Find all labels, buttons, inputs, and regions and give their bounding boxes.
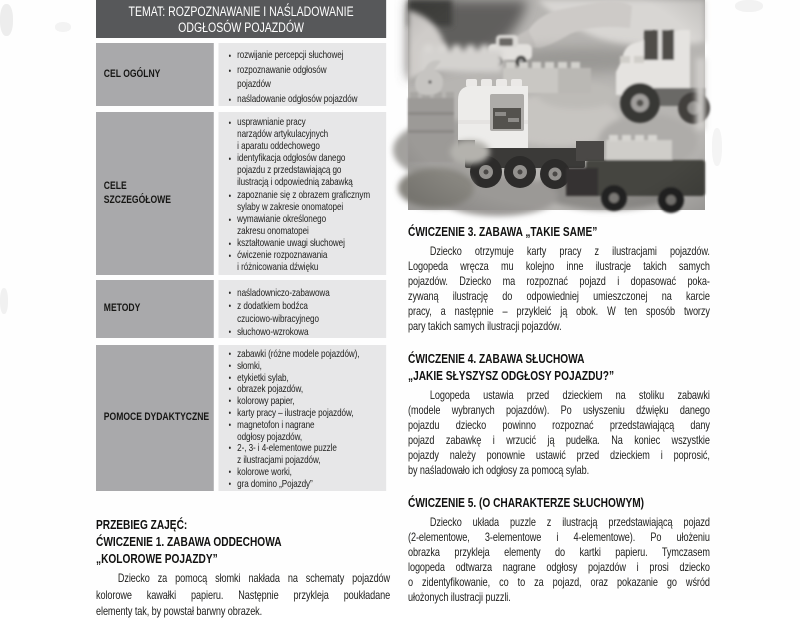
bullet-item: • etykietki sylab, (237, 373, 380, 385)
bullet-item: • kolorowy papier, (237, 396, 380, 408)
row-label-pomoce-dydaktyczne: POMOCE DYDAKTYCZNE (96, 345, 214, 491)
toy-brick-vehicles-photo (408, 0, 705, 210)
table-header-topic (96, 0, 386, 38)
scan-artifact (712, 128, 722, 166)
procedure-heading (96, 516, 390, 567)
exercise-1-paragraph-line: kolorowe kawałki papieru. Następnie przykleja poukładane (96, 588, 391, 602)
row-label-cele-szczegolowe: CELE SZCZEGÓŁOWE (96, 112, 214, 275)
exercise-3-paragraph-line: pojazdów. Dziecko ma rozpoznać pojazd i dopasować poka- (408, 275, 710, 288)
exercise-5-paragraph-line: obrazka przykleja elementy do kartki papieru. Tymczasem (408, 546, 710, 559)
bullet-item: • kształtowanie uwagi słuchowej (237, 238, 380, 250)
row-content-pomoce-dydaktyczne (218, 345, 386, 491)
exercise-5-paragraph-line: o zidentyfikowanie, co to za pojazd, oraz pokazanie go wśród (408, 576, 710, 589)
exercise-4-paragraph-line: by naśladowało ich odgłosy za pomocą sylab. (408, 464, 590, 477)
exercise-4-paragraph-line: pojazd zabawkę i wrzucić ją pudełka. Na koniec wszystkie (408, 434, 710, 447)
bullet-item: • zabawki (różne modele pojazdów), (237, 349, 380, 361)
exercise-5-paragraph (408, 515, 710, 605)
exercise-4-heading (408, 350, 710, 384)
scan-artifact (55, 22, 71, 32)
bullet-item: • słuchowo-wzrokowa (237, 326, 380, 339)
table-header-topic-line: TEMAT: ROZPOZNAWANIE I NAŚLADOWANIE (128, 4, 354, 19)
bullet-item: • z dodatkiem bodźca czuciowo-wibracyjnego (237, 300, 380, 326)
table-row-cele-szczegolowe (96, 112, 386, 275)
bullet-item: • kolorowe worki, (237, 467, 380, 479)
exercise-3-paragraph-line: pracy, a następnie – przykleić ją obok. W ten sposób tworzy (408, 305, 710, 318)
scan-artifact (735, 0, 763, 12)
exercise-3-paragraph-line: Logopeda wręcza mu kolejno inne ilustracje takich samych (408, 260, 710, 273)
lesson-plan-table (96, 0, 386, 491)
exercise-3-paragraph (408, 244, 710, 334)
bullet-item: • wymawianie określonego zakresu onomatopei (237, 214, 380, 238)
bullet-item: • obrazek pojazdów, (237, 384, 380, 396)
row-content-cel-ogolny (218, 43, 386, 106)
exercises-column (408, 223, 710, 621)
exercise-3-heading (408, 223, 710, 240)
exercise-5-paragraph-line: Dziecko układa puzzle z ilustracją przedstawiającą pojazd (429, 516, 710, 529)
row-label-metody: METODY (96, 280, 214, 338)
exercise-5-heading (408, 494, 710, 511)
scan-artifact (0, 288, 8, 314)
exercise-1-paragraph (96, 571, 390, 621)
procedure-heading-line: ĆWICZENIE 1. ZABAWA ODDECHOWA (96, 534, 282, 549)
bullet-item: • rozpoznawanie odgłosów pojazdów (237, 64, 380, 93)
bullet-item: • magnetofon i nagrane odgłosy pojazdów, (237, 420, 380, 444)
table-row-cel-ogolny (96, 43, 386, 106)
table-row-metody (96, 280, 386, 338)
table-row-pomoce-dydaktyczne (96, 345, 386, 491)
exercise-3-heading-line: ĆWICZENIE 3. ZABAWA „TAKIE SAME” (408, 224, 598, 239)
exercise-4-heading-line: ĆWICZENIE 4. ZABAWA SŁUCHOWA (408, 351, 585, 366)
exercise-1-paragraph-line: elementy tak, by powstał barwny obrazek. (96, 605, 263, 618)
row-content-cele-szczegolowe (218, 112, 386, 275)
bullet-item: • 2-, 3- i 4-elementowe puzzle z ilustracjami pojazdów, (237, 443, 380, 467)
row-label-cel-ogolny: CEL OGÓLNY (96, 43, 214, 106)
table-rows (96, 43, 386, 491)
bullet-item: • rozwijanie percepcji słuchowej (237, 49, 380, 64)
exercise-4-paragraph-line: Logopeda ustawia przed dzieckiem na stoliku zabawki (429, 389, 710, 402)
exercise-4-paragraph (408, 388, 710, 478)
bullet-item: • naśladowniczo-zabawowa (237, 287, 380, 300)
exercise-3-paragraph-line: pary takich samych ilustracji pojazdów. (408, 320, 562, 333)
exercise-3-paragraph-line: Dziecko otrzymuje karty pracy z ilustracjami pojazdów. (429, 245, 710, 258)
exercise-4-paragraph-line: pojazdy należy ponownie ustawić przed dzieckiem i poprosić, (408, 449, 710, 462)
bullet-item: • naśladowanie odgłosów pojazdów (237, 93, 380, 108)
exercise-5-paragraph-line: (2-elementowe, 3-elementowe i 4-elementowe). Po ułożeniu (408, 531, 710, 544)
bullet-item: • usprawnianie pracy narządów artykulacyjnych i aparatu oddechowego (237, 117, 380, 153)
bullet-item: • karty pracy – ilustracje pojazdów, (237, 408, 380, 420)
procedure-heading-line: PRZEBIEG ZAJĘĆ: (96, 517, 188, 532)
exercise-4-heading-line: „JAKIE SŁYSZYSZ ODGŁOSY POJAZDU?” (408, 368, 615, 383)
exercise-5-heading-line: ĆWICZENIE 5. (O CHARAKTERZE SŁUCHOWYM) (408, 495, 645, 510)
bullet-item: • zapoznanie się z obrazem graficznym sylaby w zakresie onomatopei (237, 190, 380, 214)
exercise-4-paragraph-line: pojazdu dziecko powinno rozpoznać przedstawiającą dany (408, 419, 710, 432)
bullet-item: • identyfikacja odgłosów danego pojazdu z przedstawiającą go ilustracją i odpowiednią zabawką (237, 153, 380, 189)
scan-artifact (0, 4, 13, 36)
bullet-item: • słomki, (237, 361, 380, 373)
procedure-heading-line: „KOLOROWE POJAZDY” (96, 551, 218, 566)
exercise-3-paragraph-line: zywaną ilustrację do odpowiedniej umieszczonej na karcie (408, 290, 710, 303)
exercise-5-paragraph-line: logopeda odtwarza nagrane odgłosy pojazdów i prosi dziecko (408, 561, 710, 574)
procedure-section (96, 516, 390, 637)
row-content-metody (218, 280, 386, 338)
exercise-5-paragraph-line: ułożonych ilustracji puzzli. (408, 591, 511, 604)
table-header-topic-line: ODGŁOSÓW POJAZDÓW (178, 20, 304, 35)
exercise-1-paragraph-line: Dziecko za pomocą słomki nakłada na schematy pojazdów (117, 572, 391, 585)
bullet-item: • ćwiczenie rozpoznawania i różnicowania dźwięku (237, 250, 380, 274)
exercise-4-paragraph-line: (modele wybranych pojazdów). Po usłyszeniu dźwięku danego (408, 404, 710, 417)
bullet-item: • gra domino „Pojazdy” (237, 479, 380, 491)
